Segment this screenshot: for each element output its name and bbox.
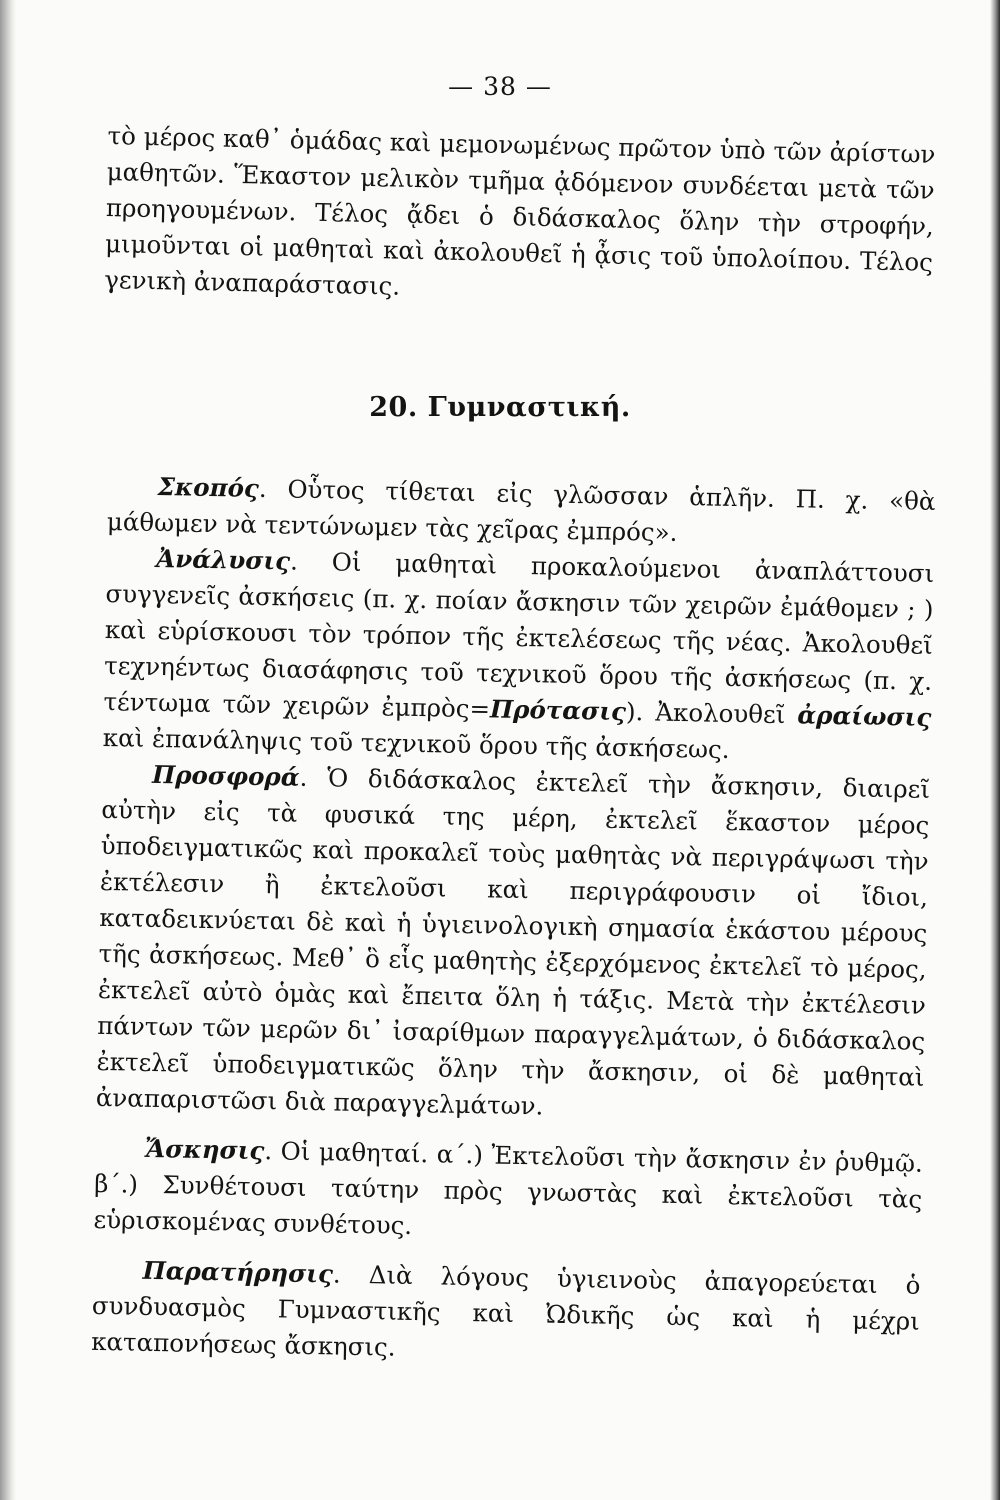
paratirisis-text: . Διὰ λόγους ὑγιεινοὺς ἀπαγορεύεται ὁ συνδυασμὸς Γυμναστικῆς καὶ Ὠδικῆς ὡς καὶ ἡ μέχρι καταπονήσεως ἄσκησις. [90,1259,921,1362]
prosfora-paragraph [96,756,931,1132]
section-heading: 20. Γυμναστική. [369,392,631,423]
skopos-text: . Οὗτος τίθεται εἰς γλῶσσαν ἁπλῆν. Π. χ. «θὰ μάθωμεν νὰ τεντώνωμεν τὰς χεῖρας ἐμπρός». [106,473,936,547]
analysis-text-a: . Οἱ μαθηταὶ προκαλούμενοι ἀναπλάττουσι συγγενεῖς ἀσκήσεις (π. χ. ποίαν ἄσκησιν τῶν χειρῶν ἐμάθομεν ; ) καὶ εὑρίσκουσι τὸν τρόπον τῆς ἐκτελέσεως τῆς νέας. Ἀκολουθεῖ τεχνηέντως διασάφησις τοῦ τεχνικοῦ ὅρου τῆς ἀσκήσεως (π. χ. τέντωμα τῶν χειρῶν ἐμπρὸς= [103,546,935,724]
analysis-paragraph [102,540,934,772]
page-edge-shadow-left [0,0,16,1500]
paratirisis-label: Παρατήρησις [142,1255,334,1289]
askisis-label: Ἄσκησις [144,1133,265,1166]
analysis-text-b: ). Ἀκολουθεῖ [625,696,798,730]
analysis-bold-protasis: Πρότασις [489,694,627,726]
analysis-label: Ἀνάλυσις [155,543,291,576]
analysis-bold-araiosis: ἀραίωσις [797,700,932,732]
askisis-text: . Οἱ μαθηταί. α΄.) Ἐκτελοῦσι τὴν ἄσκησιν ἐν ῥυθμῷ. β΄.) Συνθέτουσι ταύτην πρὸς γνωστὰς καὶ ἐκτελοῦσι τὰς εὑρισκομένας συνθέτους. [93,1136,924,1240]
analysis-text-c: καὶ ἐπανάληψις τοῦ τεχνικοῦ ὅρου τῆς ἀσκήσεως. [102,722,730,764]
page-number: — 38 — [448,72,552,101]
skopos-label: Σκοπός [157,471,260,503]
prosfora-text: . Ὁ διδάσκαλος ἐκτελεῖ τὴν ἄσκησιν, διαιρεῖ αὐτὴν εἰς τὰ φυσικά της μέρη, ἐκτελεῖ ἕκαστον μέρος ὑποδειγματικῶς καὶ προκαλεῖ τοὺς μαθητὰς νὰ περιγράψωσι τὴν ἐκτέλεσιν ἢ ἐκτελοῦσι καὶ περιγράφουσιν οἱ ἴδιοι, καταδεικνύεται δὲ καὶ ἡ ὑγιεινολογικὴ σημασία ἑκάστου μέρους τῆς ἀσκήσεως. Μεθ᾽ ὃ εἷς μαθητὴς ἐξερχόμενος ἐκτελεῖ τὸ μέρος, ἐκτελεῖ αὐτὸ ὁμὰς καὶ ἔπειτα ὅλη ἡ τάξις. Μετὰ τὴν ἐκτέλεσιν πάντων τῶν μερῶν δι᾽ ἰσαρίθμων παραγγελμάτων, ὁ διδάσκαλος ἐκτελεῖ ὑποδειγματικῶς ὅλην τὴν ἄσκησιν, οἱ δὲ μαθηταὶ ἀναπαριστῶσι διὰ παραγγελμάτων. [95,762,931,1121]
intro-paragraph: τὸ μέρος καθ᾽ ὁμάδας καὶ μεμονωμένως πρῶτον ὑπὸ τῶν ἀρίστων μαθητῶν. Ἕκαστον μελικὸν τμῆμα ᾀδόμενον συνδέεται μετὰ τῶν προηγουμένων. Τέλος ᾄδει ὁ διδάσκαλος ὅλην τὴν στροφήν, μιμοῦνται οἱ μαθηταὶ καὶ ἀκολουθεῖ ἡ ᾆσις τοῦ ὑπολοίπου. Τέλος γενικὴ ἀναπαράστασις. [104,120,936,301]
askisis-paragraph [93,1130,923,1254]
prosfora-label: Προσφορά [151,759,300,792]
page-edge-shadow-right [990,0,1000,1500]
paratirisis-paragraph [91,1252,921,1376]
intro-text-block [104,118,936,317]
section-body [91,468,936,1376]
